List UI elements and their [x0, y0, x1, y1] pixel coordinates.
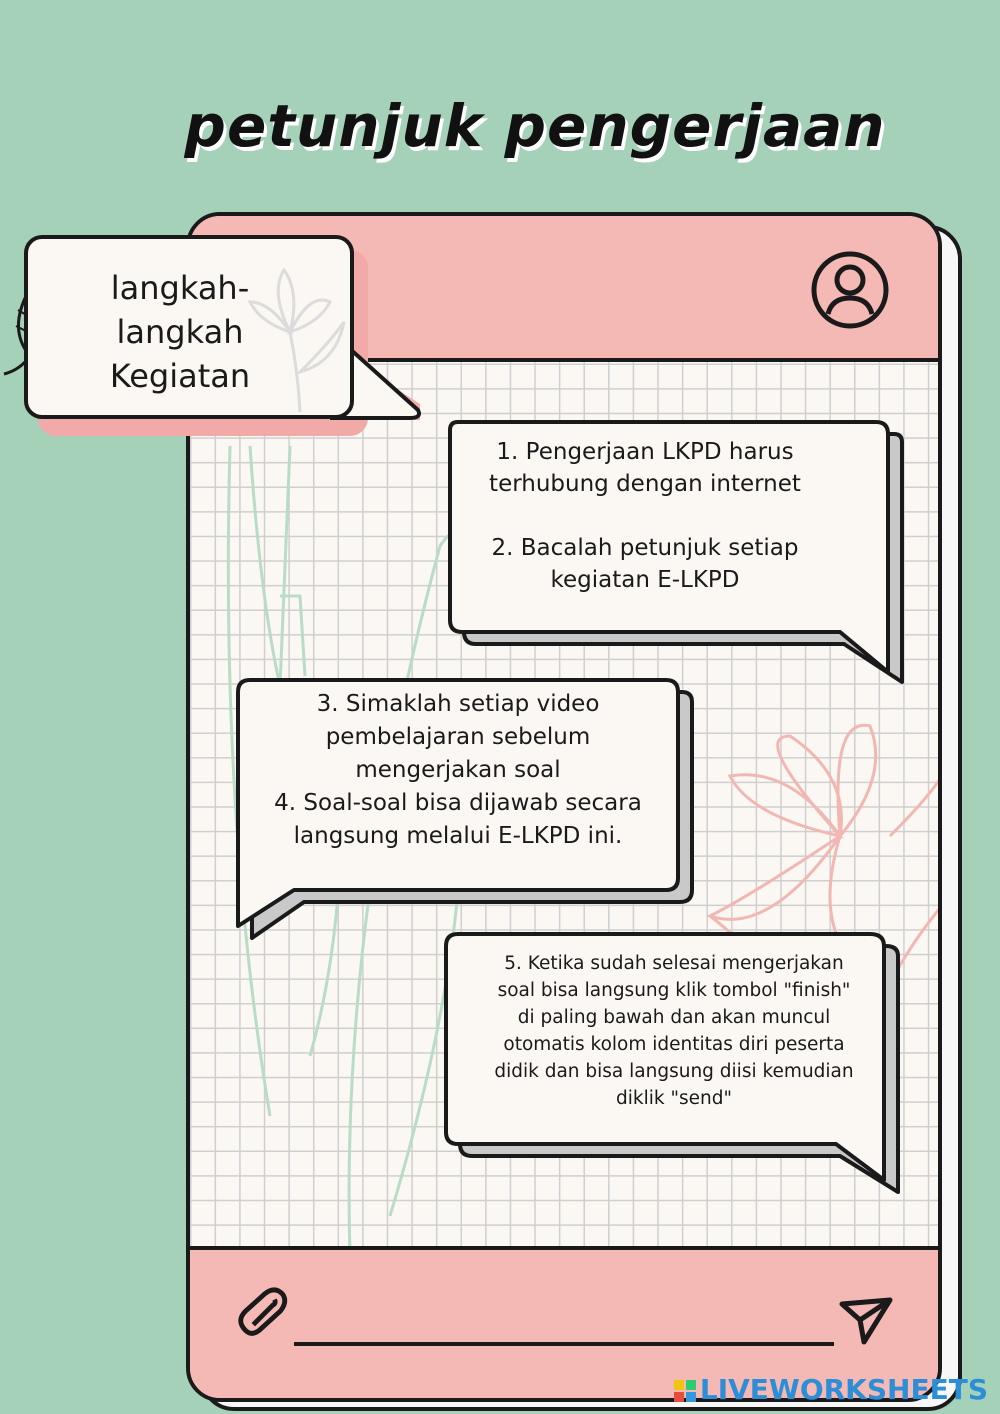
- instruction-bubble-2: [234, 676, 700, 946]
- liveworksheets-logo-icon: [674, 1380, 696, 1402]
- instruction-bubble-3: [442, 930, 908, 1198]
- instruction-text-2: 3. Simaklah setiap video pembelajaran sebelum mengerjakan soal 4. Soal-soal bisa dijawab secara langsung melalui E-LKPD ini.: [274, 691, 642, 849]
- paperclip-icon[interactable]: [232, 1286, 290, 1344]
- instruction-bubble-1: [446, 418, 916, 688]
- watermark: [674, 1373, 988, 1406]
- message-input[interactable]: [294, 1342, 834, 1346]
- user-icon[interactable]: [810, 250, 890, 330]
- send-icon[interactable]: [838, 1296, 894, 1346]
- instruction-text-1: 1. Pengerjaan LKPD harus terhubung dengan internet 2. Bacalah petunjuk setiap kegiatan E-LKPD: [489, 439, 801, 593]
- instruction-text-3: 5. Ketika sudah selesai mengerjakan soal bisa langsung klik tombol "finish" di paling bawah dan akan muncul otomatis kolom identitas diri peserta didik dan bisa langsung diisi kemudian diklik "send": [494, 953, 854, 1109]
- activity-label: langkah- langkah Kegiatan: [109, 269, 251, 395]
- watermark-text: LIVEWORKSHEETS: [699, 1373, 988, 1406]
- page-title: petunjuk pengerjaan: [184, 92, 886, 160]
